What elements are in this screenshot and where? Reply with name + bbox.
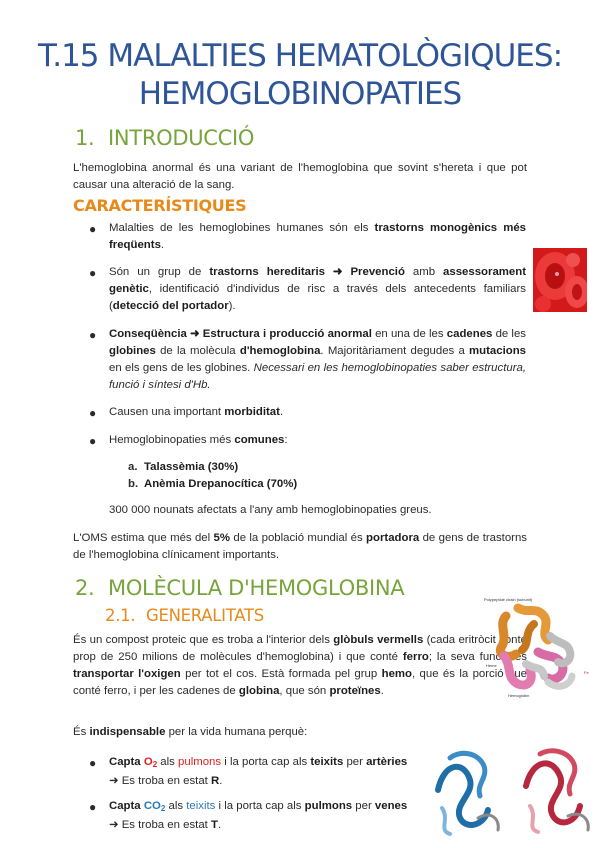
text: ➜ Es troba en estat (109, 819, 211, 831)
text: de la molècula (155, 345, 240, 357)
bullet-dot: ● (89, 328, 97, 342)
bold-text: ➜ Prevenció (324, 266, 405, 278)
bold-text: trastorns hereditaris (209, 266, 325, 278)
bullet-5 (109, 432, 526, 449)
text: . (279, 406, 284, 418)
bold-text: mutacions (469, 345, 526, 357)
fig-label-hemoglobin: Hemoglobin (508, 693, 530, 698)
text: . (160, 239, 165, 251)
bold-text: proteïnes (329, 685, 381, 697)
bold-text: Conseqüència ➜ Estructura i producció anormal (109, 328, 372, 340)
bullet-dot: ● (89, 434, 97, 448)
subsection-heading-generalitats (105, 606, 264, 625)
text: Hemoglobinopaties més (109, 434, 235, 446)
text: L'OMS estima que més del (73, 532, 214, 544)
list-label: a. (128, 461, 138, 473)
text: en una de les (371, 328, 447, 340)
text: de les (492, 328, 526, 340)
text: als (157, 756, 179, 768)
bullet-capta-co2 (109, 798, 429, 834)
bullet-dot: ● (89, 756, 97, 770)
generalitats-paragraph (73, 632, 530, 700)
bold-text: venes (374, 800, 408, 812)
text: en els gens de les globines. (109, 362, 254, 374)
co2-formula (144, 800, 166, 812)
colored-text: pulmons (178, 756, 222, 768)
bold-text: globina (238, 685, 280, 697)
intro-paragraph: L'hemoglobina anormal és una variant de l'hemoglobina que sovint s'hereta i que pot causar una alteració de la sang. (73, 162, 527, 191)
bullet-3 (109, 326, 526, 394)
bold-text: hemo (381, 668, 412, 680)
list-label: b. (128, 478, 139, 490)
section-label: INTRODUCCIÓ (108, 126, 255, 150)
section-heading-introduccio (75, 126, 254, 150)
text: ➜ Es troba en estat (109, 775, 211, 787)
subheading-caracteristiques: CARACTERÍSTIQUES (73, 196, 247, 215)
bold-text: comunes (234, 434, 285, 446)
text: : (284, 434, 288, 446)
bold-text: globines (109, 345, 156, 357)
bullet-2 (109, 264, 526, 315)
text: . (380, 685, 384, 697)
bold-text: assessorament genètic (109, 266, 526, 295)
text: als (165, 800, 187, 812)
section-label: MOLÈCULA D'HEMOGLOBINA (108, 576, 405, 600)
red-blood-cells-image (533, 248, 587, 312)
bullet-4 (109, 404, 526, 421)
bold-text: cadenes (446, 328, 493, 340)
section-number: 2. (75, 576, 95, 600)
bold-text: detecció del portador (112, 300, 229, 312)
text: i la porta cap als (221, 756, 311, 768)
bold-text: portadora (366, 532, 420, 544)
bold-text: morbiditat (224, 406, 280, 418)
o2-formula (144, 756, 157, 768)
oms-paragraph (73, 530, 527, 564)
section-heading-molecula (75, 576, 404, 600)
bullet-dot: ● (89, 800, 97, 814)
text: Malalties de les hemoglobines humanes són els (109, 222, 375, 234)
list-text: Anèmia Drepanocítica (70%) (144, 478, 298, 490)
fig-label-fe: Fe (584, 670, 589, 675)
hemoglobin-molecule-image (478, 594, 600, 700)
bold-text: T (211, 819, 218, 831)
bold-text: 5% (213, 532, 230, 544)
bold-text: glòbuls vermells (333, 634, 424, 646)
bold-text: artèries (366, 756, 408, 768)
bullet-dot: ● (89, 406, 97, 420)
indispensable-paragraph (73, 724, 527, 741)
text: ). (228, 300, 236, 312)
bold-text: pulmons (304, 800, 353, 812)
subsection-label: GENERALITATS (146, 606, 264, 625)
bold-text: Capta (109, 800, 144, 812)
hemoglobin-ribbon-structures-image (430, 740, 600, 840)
list-item (128, 461, 238, 473)
bold-text: teixits (310, 756, 344, 768)
title-line-1: T.15 MALALTIES HEMATOLÒGIQUES: (37, 38, 563, 74)
text: CO (143, 800, 161, 812)
text: . (219, 775, 223, 787)
list-item (128, 478, 297, 490)
text: Causen una important (109, 406, 225, 418)
subscript: 2 (160, 804, 166, 813)
colored-text: teixits (186, 800, 216, 812)
subsection-number: 2.1. (105, 606, 136, 625)
bold-text: indispensable (89, 726, 166, 738)
text: , que són (279, 685, 330, 697)
text: És un compost proteic que es troba a l'interior dels (73, 634, 334, 646)
fig-label-heme: Heme (486, 663, 497, 668)
text: per (352, 800, 375, 812)
bold-text: trastorns monogènics més freqüents (109, 222, 526, 251)
text: És (73, 726, 90, 738)
bullet-dot: ● (89, 222, 97, 236)
text: . (217, 819, 222, 831)
nounats-note: 300 000 nounats afectats a l'any amb hemoglobinopaties greus. (109, 504, 432, 516)
list-text: Talassèmia (30%) (144, 461, 239, 473)
subscript: 2 (152, 760, 158, 769)
bold-text: ferro (402, 651, 429, 663)
text: (cada eritròcit conté prop de 250 milions de molècules d'hemoglobina) i que conté (73, 634, 527, 663)
text: de gens de trastorns de l'hemoglobina clínicament importants. (73, 532, 528, 561)
text: i la porta cap als (215, 800, 305, 812)
text: . Majoritàriament degudes a (320, 345, 470, 357)
bold-text: Capta (109, 756, 144, 768)
title-line-2: HEMOGLOBINOPATIES (138, 76, 462, 112)
text: ; la seva funció és (428, 651, 527, 663)
italic-text: Necessari en les hemoglobinopaties saber estructura, funció i síntesi d'Hb. (109, 362, 527, 391)
page-title (0, 37, 600, 113)
text: per (343, 756, 367, 768)
text: amb (404, 266, 444, 278)
text: de la població mundial és (230, 532, 367, 544)
text: , que és la porció que conté ferro, i per les cadenes de (73, 668, 527, 697)
bold-text: R (211, 775, 220, 787)
bullet-1 (109, 220, 526, 254)
section-number: 1. (75, 126, 95, 150)
text: per la vida humana perquè: (165, 726, 308, 738)
bullet-dot: ● (89, 266, 97, 280)
text: , identificació d'individus de risc a través dels antecedents familiars ( (109, 283, 526, 312)
bullet-capta-o2 (109, 754, 429, 790)
text: Són un grup de (109, 266, 210, 278)
text: O (143, 756, 153, 768)
bold-text: d'hemoglobina (239, 345, 321, 357)
bold-text: transportar l'oxigen (73, 668, 181, 680)
fig-label-polypeptide: Polypeptide chain (subunit) (484, 597, 533, 602)
text: per tot el cos. Està formada pel grup (180, 668, 382, 680)
